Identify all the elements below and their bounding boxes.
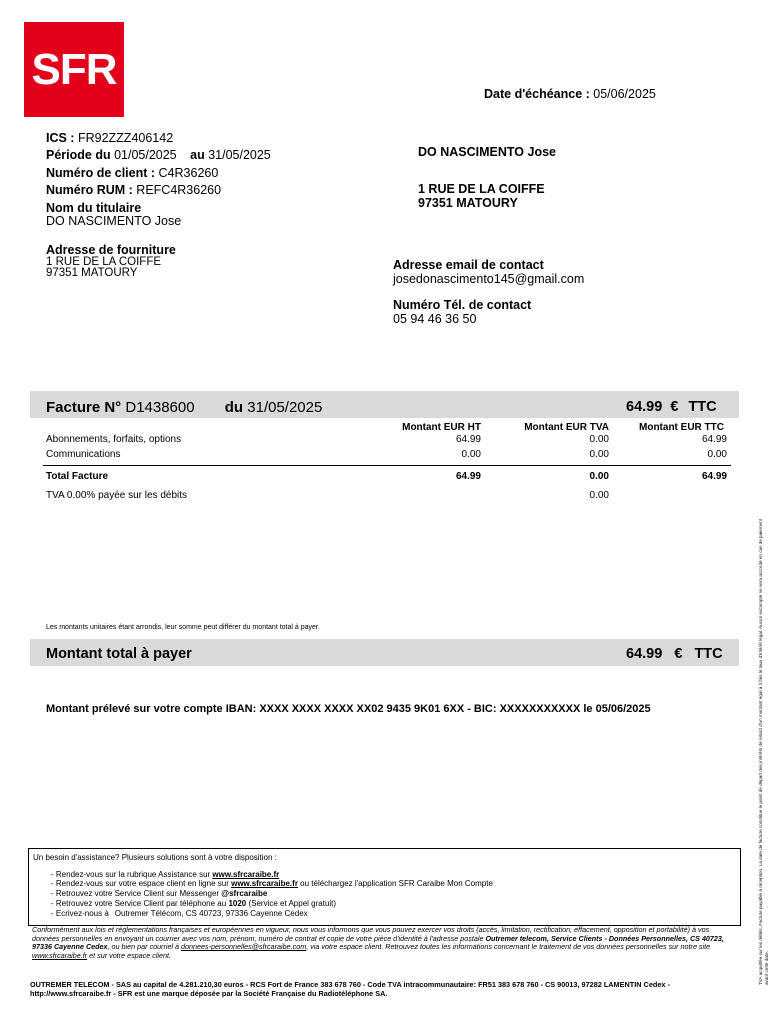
total-ht: 64.99 bbox=[455, 471, 481, 482]
invoice-total-value: 64.99 bbox=[626, 399, 663, 415]
holder-label: Nom du titulaire bbox=[46, 201, 142, 215]
total-label: Total Facture bbox=[46, 471, 109, 482]
assistance-item-text: - Rendez-vous sur votre espace client en ligne sur bbox=[51, 879, 232, 888]
legal-email-link[interactable]: donnees-personnelles@sfrcaraibe.com bbox=[181, 942, 307, 952]
row-label: Communications bbox=[46, 449, 121, 460]
assistance-item-text: - Retrouvez votre Service Client par téléphone au bbox=[51, 899, 229, 908]
ics-label: ICS : bbox=[46, 131, 75, 145]
invoice-du: du bbox=[224, 399, 244, 416]
assistance-item bbox=[51, 899, 336, 908]
invoice-number: D1438600 bbox=[125, 399, 195, 416]
phone-label: Numéro Tél. de contact bbox=[393, 298, 532, 312]
payment-total bbox=[626, 646, 723, 662]
period-from: 01/05/2025 bbox=[114, 148, 177, 162]
assistance-item bbox=[51, 870, 279, 879]
period-line bbox=[46, 148, 271, 162]
recipient-line2: 97351 MATOURY bbox=[418, 196, 518, 210]
legal-address: Outremer telecom, Service Clients - Données Personnelles, CS 40723, 97336 Cayenne Cedex bbox=[32, 933, 724, 952]
assistance-intro: Un besoin d'assistance? Plusieurs solutions sont à votre disposition : bbox=[33, 853, 277, 862]
tva-label: TVA 0.00% payée sur les débits bbox=[46, 490, 188, 501]
assistance-item-text: - Retrouvez votre Service Client sur Messenger bbox=[51, 889, 222, 898]
legal-site-link[interactable]: www.sfrcaraibe.fr bbox=[32, 950, 88, 960]
assistance-item-text: - Rendez-vous sur la rubrique Assistance sur bbox=[51, 870, 213, 879]
supply-line2: 97351 MATOURY bbox=[46, 267, 138, 279]
email-label: Adresse email de contact bbox=[393, 258, 544, 272]
total-ttc: 64.99 bbox=[701, 471, 727, 482]
rum-label: Numéro RUM : bbox=[46, 183, 133, 197]
payment-label: Montant total à payer bbox=[46, 646, 192, 662]
due-date-value: 05/06/2025 bbox=[593, 87, 656, 101]
phone-value: 05 94 46 36 50 bbox=[393, 312, 477, 326]
client-label: Numéro de client : bbox=[46, 166, 156, 180]
header-tva: Montant EUR TVA bbox=[524, 422, 609, 433]
logo-text: SFR bbox=[31, 44, 117, 94]
row-tva: 0.00 bbox=[589, 449, 609, 460]
row-ht: 64.99 bbox=[455, 434, 481, 445]
period-label: Période du bbox=[46, 148, 111, 162]
invoice-currency: € bbox=[670, 399, 679, 415]
assistance-item bbox=[51, 909, 308, 918]
ics-line bbox=[46, 131, 173, 145]
sfr-logo bbox=[24, 22, 124, 117]
legal-text: , ou bien par courriel à bbox=[107, 942, 182, 952]
legal-text: , via votre espace client. Retrouvez toutes les informations concernant le traitement de vos données personnelles sur notre site bbox=[306, 942, 711, 952]
due-date bbox=[484, 87, 656, 101]
recipient-name: DO NASCIMENTO Jose bbox=[418, 145, 556, 159]
supply-line1: 1 RUE DE LA COIFFE bbox=[46, 256, 162, 268]
tva-value: 0.00 bbox=[589, 490, 609, 501]
recipient-line1: 1 RUE DE LA COIFFE bbox=[418, 182, 545, 196]
period-au: au bbox=[190, 148, 205, 162]
rum-value: REFC4R36260 bbox=[136, 183, 222, 197]
row-ttc: 0.00 bbox=[707, 449, 727, 460]
invoice-total bbox=[626, 399, 717, 415]
due-date-label: Date d'échéance : bbox=[484, 87, 590, 101]
total-divider bbox=[43, 465, 731, 466]
debit-text: Montant prélevé sur votre compte IBAN: XXXX XXXX XXXX XX02 9435 9K01 6XX - BIC: XXXXXXXXXXX le 05/06/2025 bbox=[46, 703, 651, 715]
assistance-address: Outremer Télécom, CS 40723, 97336 Cayenne Cedex bbox=[114, 909, 308, 918]
company-footer: OUTREMER TELECOM - SAS au capital de 4.281.210,30 euros - RCS Fort de France 383 678 760 - Code TVA intracommunautaire: FR51 383 678 760 - CS 90013, 97282 LAMENTIN Cedex - http://www.sfrcaraibe.fr - SFR est une marque déposée par la Société Française du Radiotéléphone SA. bbox=[30, 980, 670, 998]
rounding-note: Les montants unitaires étant arrondis, leur somme peut différer du montant total à payer. bbox=[46, 624, 320, 631]
client-line bbox=[46, 166, 218, 180]
assistance-item-text: ou téléchargez l'application SFR Caraibe Mon Compte bbox=[297, 879, 493, 888]
assistance-item-text: (Service et Appel gratuit) bbox=[246, 899, 337, 908]
row-ht: 0.00 bbox=[461, 449, 481, 460]
total-tva: 0.00 bbox=[589, 471, 609, 482]
assistance-phone: 1020 bbox=[228, 899, 247, 908]
payment-total-value: 64.99 bbox=[626, 646, 663, 662]
header-ttc: Montant EUR TTC bbox=[639, 422, 724, 433]
row-label: Abonnements, forfaits, options bbox=[46, 434, 182, 445]
row-ttc: 64.99 bbox=[701, 434, 727, 445]
period-to: 31/05/2025 bbox=[208, 148, 271, 162]
legal-paragraph bbox=[32, 926, 738, 960]
assistance-box bbox=[28, 848, 741, 926]
supply-label: Adresse de fourniture bbox=[46, 243, 176, 257]
legal-text: Conformément aux lois et réglementations françaises et européennes en vigueur, nous vous informons que vous pouvez exercer vos droits (accès, limitation, rectification, effacement, opposition et portabilité) à vos données personnelles en envoyant un courrier avec vos nom, prénom, numéro de contrat et copie de votre pièce d'identité à l'adresse postale bbox=[32, 925, 710, 943]
side-legal-note: TVA acquittée sur les débits. Facture payable à réception. La date de facture constitue le point de départ des intérêts de retard d'un montant égal à 3 fois le taux d'intérêt légal. Aucun escompte ne sera accordé en cas de paiement avant cette date. bbox=[758, 519, 769, 985]
invoice-label: Facture N° bbox=[46, 399, 122, 416]
assistance-item bbox=[51, 889, 267, 898]
invoice-date: 31/05/2025 bbox=[247, 399, 323, 416]
invoice-ttc: TTC bbox=[688, 399, 717, 415]
assistance-link[interactable]: www.sfrcaraibe.fr bbox=[212, 870, 280, 879]
payment-currency: € bbox=[674, 646, 683, 662]
client-value: C4R36260 bbox=[158, 166, 219, 180]
email-value: josedonascimento145@gmail.com bbox=[393, 272, 585, 286]
row-tva: 0.00 bbox=[589, 434, 609, 445]
invoice-number-line bbox=[46, 399, 322, 416]
holder-value: DO NASCIMENTO Jose bbox=[46, 214, 182, 228]
assistance-item bbox=[51, 879, 493, 888]
header-ht: Montant EUR HT bbox=[402, 422, 481, 433]
rum-line bbox=[46, 183, 221, 197]
assistance-link[interactable]: www.sfrcaraibe.fr bbox=[231, 879, 298, 888]
assistance-item-text: - Ecrivez-nous à bbox=[51, 909, 109, 918]
assistance-messenger: @sfrcaraibe bbox=[221, 889, 268, 898]
legal-text: et sur votre espace client. bbox=[87, 950, 172, 960]
payment-ttc: TTC bbox=[694, 646, 723, 662]
ics-value: FR92ZZZ406142 bbox=[77, 131, 174, 145]
